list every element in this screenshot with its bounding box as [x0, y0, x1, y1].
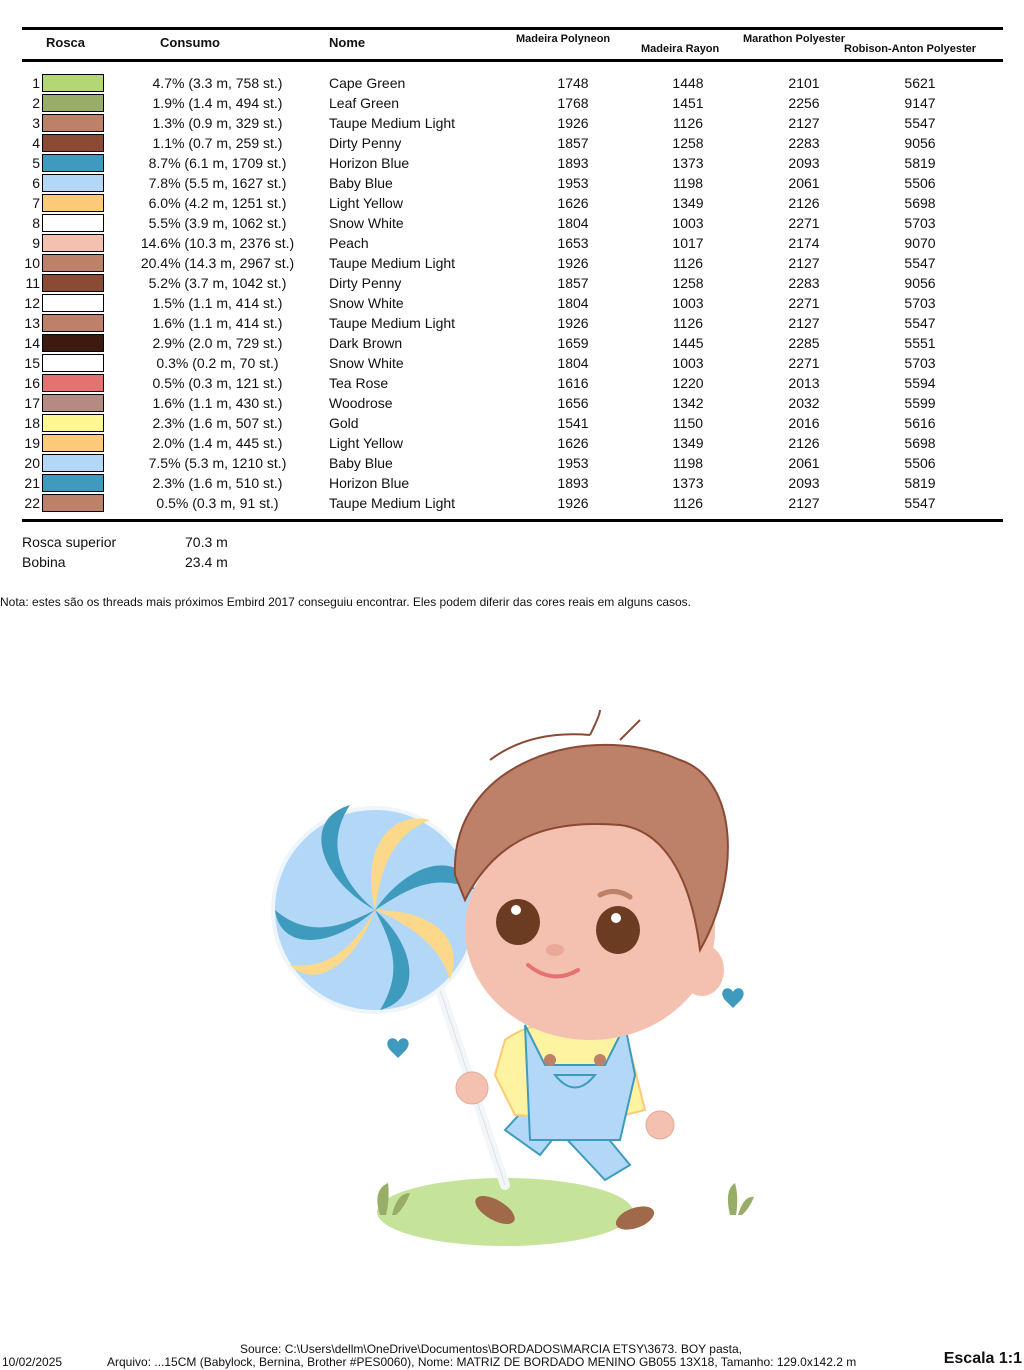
thread-row — [0, 294, 1024, 314]
robison-anton-code: 5698 — [904, 435, 936, 451]
madeira-rayon-code: 1445 — [672, 335, 704, 351]
thread-name: Taupe Medium Light — [329, 315, 456, 331]
table-header-rule — [22, 59, 1003, 62]
thread-row — [0, 254, 1024, 274]
table-bottom-rule — [22, 519, 1003, 522]
marathon-polyester-code: 2283 — [788, 275, 820, 291]
robison-anton-code: 5506 — [904, 175, 936, 191]
top-thread-label: Rosca superior — [22, 534, 117, 550]
robison-anton-code: 9056 — [904, 275, 936, 291]
madeira-polyneon-code: 1626 — [557, 195, 589, 211]
color-swatch — [42, 434, 104, 452]
thread-name: Peach — [329, 235, 369, 251]
thread-row — [0, 134, 1024, 154]
madeira-rayon-code: 1342 — [672, 395, 704, 411]
thread-consumption: 1.6% (1.1 m, 414 st.) — [152, 315, 283, 331]
marathon-polyester-code: 2032 — [788, 395, 820, 411]
thread-row — [0, 214, 1024, 234]
thread-number: 17 — [24, 395, 40, 411]
color-swatch — [42, 94, 104, 112]
thread-name: Snow White — [329, 355, 404, 371]
color-swatch — [42, 294, 104, 312]
robison-anton-code: 5819 — [904, 155, 936, 171]
marathon-polyester-code: 2093 — [788, 155, 820, 171]
thread-row — [0, 334, 1024, 354]
madeira-rayon-code: 1003 — [672, 295, 704, 311]
madeira-polyneon-code: 1748 — [557, 75, 589, 91]
madeira-polyneon-code: 1804 — [557, 295, 589, 311]
thread-consumption: 0.3% (0.2 m, 70 st.) — [156, 355, 279, 371]
thread-name: Dark Brown — [329, 335, 403, 351]
madeira-rayon-code: 1126 — [672, 255, 704, 271]
thread-number: 8 — [32, 215, 40, 231]
thread-match-note: Nota: estes são os threads mais próximos Embird 2017 conseguiu encontrar. Eles podem diferir das cores reais em alguns casos. — [0, 595, 692, 609]
marathon-polyester-code: 2101 — [788, 75, 820, 91]
marathon-polyester-code: 2013 — [788, 375, 820, 391]
thread-consumption: 2.3% (1.6 m, 507 st.) — [152, 415, 283, 431]
madeira-polyneon-code: 1659 — [557, 335, 589, 351]
thread-consumption: 7.8% (5.5 m, 1627 st.) — [148, 175, 287, 191]
madeira-rayon-code: 1126 — [672, 115, 704, 131]
robison-anton-code: 5703 — [904, 295, 936, 311]
madeira-polyneon-code: 1626 — [557, 435, 589, 451]
thread-consumption: 5.5% (3.9 m, 1062 st.) — [148, 215, 287, 231]
marathon-polyester-code: 2061 — [788, 455, 820, 471]
thread-row — [0, 114, 1024, 134]
marathon-polyester-code: 2127 — [788, 315, 820, 331]
thread-consumption: 6.0% (4.2 m, 1251 st.) — [148, 195, 287, 211]
thread-consumption: 5.2% (3.7 m, 1042 st.) — [148, 275, 287, 291]
thread-number: 9 — [32, 235, 40, 251]
marathon-polyester-code: 2127 — [788, 495, 820, 511]
madeira-polyneon-code: 1893 — [557, 155, 589, 171]
thread-name: Woodrose — [329, 395, 393, 411]
header-rosca: Rosca — [46, 35, 86, 50]
color-swatch — [42, 454, 104, 472]
thread-number: 20 — [24, 455, 40, 471]
header-robison-anton-polyester: Robison-Anton Polyester — [844, 43, 977, 55]
bobbin-label: Bobina — [22, 554, 66, 570]
footer-date: 10/02/2025 — [2, 1355, 63, 1369]
thread-row — [0, 174, 1024, 194]
color-swatch — [42, 234, 104, 252]
thread-name: Cape Green — [329, 75, 406, 91]
marathon-polyester-code: 2174 — [788, 235, 820, 251]
madeira-polyneon-code: 1953 — [557, 455, 589, 471]
thread-number: 5 — [32, 155, 40, 171]
thread-number: 6 — [32, 175, 40, 191]
color-swatch — [42, 374, 104, 392]
thread-consumption: 20.4% (14.3 m, 2967 st.) — [140, 255, 295, 271]
thread-number: 3 — [32, 115, 40, 131]
madeira-rayon-code: 1451 — [672, 95, 704, 111]
color-swatch — [42, 254, 104, 272]
robison-anton-code: 5599 — [904, 395, 936, 411]
thread-number: 18 — [24, 415, 40, 431]
madeira-rayon-code: 1003 — [672, 355, 704, 371]
color-swatch — [42, 414, 104, 432]
thread-number: 16 — [24, 375, 40, 391]
thread-consumption: 2.9% (2.0 m, 729 st.) — [152, 335, 283, 351]
madeira-polyneon-code: 1616 — [557, 375, 589, 391]
thread-name: Tea Rose — [329, 375, 389, 391]
thread-number: 13 — [24, 315, 40, 331]
thread-name: Baby Blue — [329, 455, 393, 471]
robison-anton-code: 5506 — [904, 455, 936, 471]
color-swatch — [42, 114, 104, 132]
thread-row — [0, 494, 1024, 514]
madeira-polyneon-code: 1804 — [557, 215, 589, 231]
madeira-rayon-code: 1349 — [672, 435, 704, 451]
thread-number: 15 — [24, 355, 40, 371]
color-swatch — [42, 274, 104, 292]
embroidery-design-preview — [260, 700, 770, 1260]
marathon-polyester-code: 2271 — [788, 295, 820, 311]
marathon-polyester-code: 2127 — [788, 115, 820, 131]
top-thread-value: 70.3 m — [185, 534, 228, 550]
color-swatch — [42, 354, 104, 372]
thread-consumption: 8.7% (6.1 m, 1709 st.) — [148, 155, 287, 171]
thread-row — [0, 454, 1024, 474]
color-swatch — [42, 154, 104, 172]
robison-anton-code: 5547 — [904, 255, 936, 271]
robison-anton-code: 5547 — [904, 495, 936, 511]
thread-number: 14 — [24, 335, 40, 351]
thread-row — [0, 354, 1024, 374]
madeira-polyneon-code: 1656 — [557, 395, 589, 411]
robison-anton-code: 5551 — [904, 335, 936, 351]
thread-consumption: 1.3% (0.9 m, 329 st.) — [152, 115, 283, 131]
footer-file-info: Arquivo: ...15CM (Babylock, Bernina, Brother #PES0060), Nome: MATRIZ DE BORDADO MENINO GB055 13X18, Tamanho: 129.0x142.2 m — [107, 1355, 857, 1369]
madeira-polyneon-code: 1653 — [557, 235, 589, 251]
thread-name: Snow White — [329, 295, 404, 311]
thread-row — [0, 154, 1024, 174]
marathon-polyester-code: 2271 — [788, 215, 820, 231]
color-swatch — [42, 494, 104, 512]
thread-number: 7 — [32, 195, 40, 211]
marathon-polyester-code: 2283 — [788, 135, 820, 151]
madeira-polyneon-code: 1926 — [557, 315, 589, 331]
madeira-rayon-code: 1349 — [672, 195, 704, 211]
thread-row — [0, 274, 1024, 294]
madeira-rayon-code: 1198 — [672, 455, 704, 471]
thread-name: Light Yellow — [329, 195, 403, 211]
marathon-polyester-code: 2016 — [788, 415, 820, 431]
thread-consumption: 1.9% (1.4 m, 494 st.) — [152, 95, 283, 111]
robison-anton-code: 5621 — [904, 75, 936, 91]
thread-name: Taupe Medium Light — [329, 495, 456, 511]
madeira-rayon-code: 1150 — [672, 415, 704, 431]
madeira-rayon-code: 1373 — [672, 475, 704, 491]
table-top-rule — [22, 27, 1003, 30]
color-swatch — [42, 74, 104, 92]
thread-name: Snow White — [329, 215, 404, 231]
madeira-rayon-code: 1003 — [672, 215, 704, 231]
robison-anton-code: 5703 — [904, 355, 936, 371]
thread-consumption: 4.7% (3.3 m, 758 st.) — [152, 75, 283, 91]
madeira-rayon-code: 1220 — [672, 375, 704, 391]
thread-row — [0, 394, 1024, 414]
thread-row — [0, 94, 1024, 114]
madeira-rayon-code: 1126 — [672, 315, 704, 331]
marathon-polyester-code: 2256 — [788, 95, 820, 111]
thread-consumption: 14.6% (10.3 m, 2376 st.) — [140, 235, 295, 251]
thread-consumption: 0.5% (0.3 m, 91 st.) — [156, 495, 279, 511]
bobbin-value: 23.4 m — [185, 554, 228, 570]
color-swatch — [42, 134, 104, 152]
thread-number: 19 — [24, 435, 40, 451]
thread-name: Taupe Medium Light — [329, 255, 456, 271]
madeira-polyneon-code: 1804 — [557, 355, 589, 371]
madeira-polyneon-code: 1926 — [557, 255, 589, 271]
thread-consumption: 2.3% (1.6 m, 510 st.) — [152, 475, 283, 491]
madeira-polyneon-code: 1926 — [557, 495, 589, 511]
madeira-rayon-code: 1448 — [672, 75, 704, 91]
robison-anton-code: 5547 — [904, 315, 936, 331]
madeira-rayon-code: 1258 — [672, 135, 704, 151]
marathon-polyester-code: 2061 — [788, 175, 820, 191]
marathon-polyester-code: 2126 — [788, 435, 820, 451]
marathon-polyester-code: 2126 — [788, 195, 820, 211]
madeira-polyneon-code: 1541 — [557, 415, 589, 431]
header-madeira-rayon: Madeira Rayon — [641, 43, 720, 55]
robison-anton-code: 5698 — [904, 195, 936, 211]
madeira-polyneon-code: 1893 — [557, 475, 589, 491]
thread-number: 2 — [32, 95, 40, 111]
thread-consumption: 1.6% (1.1 m, 430 st.) — [152, 395, 283, 411]
thread-number: 10 — [24, 255, 40, 271]
robison-anton-code: 5594 — [904, 375, 936, 391]
thread-row — [0, 414, 1024, 434]
marathon-polyester-code: 2127 — [788, 255, 820, 271]
madeira-polyneon-code: 1926 — [557, 115, 589, 131]
thread-name: Gold — [329, 415, 359, 431]
madeira-rayon-code: 1373 — [672, 155, 704, 171]
thread-number: 12 — [24, 295, 40, 311]
thread-consumption: 1.1% (0.7 m, 259 st.) — [152, 135, 283, 151]
color-swatch — [42, 394, 104, 412]
thread-number: 21 — [24, 475, 40, 491]
madeira-rayon-code: 1017 — [672, 235, 704, 251]
thread-name: Light Yellow — [329, 435, 403, 451]
thread-row — [0, 194, 1024, 214]
robison-anton-code: 5616 — [904, 415, 936, 431]
robison-anton-code: 5819 — [904, 475, 936, 491]
color-swatch — [42, 194, 104, 212]
thread-consumption: 2.0% (1.4 m, 445 st.) — [152, 435, 283, 451]
color-swatch — [42, 474, 104, 492]
color-swatch — [42, 314, 104, 332]
thread-name: Leaf Green — [329, 95, 400, 111]
header-nome: Nome — [329, 35, 366, 50]
robison-anton-code: 9056 — [904, 135, 936, 151]
thread-name: Horizon Blue — [329, 155, 410, 171]
thread-name: Horizon Blue — [329, 475, 410, 491]
thread-row — [0, 434, 1024, 454]
madeira-polyneon-code: 1768 — [557, 95, 589, 111]
footer-source-path: Source: C:\Users\dellm\OneDrive\Documentos\BORDADOS\MARCIA ETSY\3673. BOY pasta, — [240, 1342, 742, 1356]
thread-name: Dirty Penny — [329, 135, 402, 151]
thread-number: 4 — [32, 135, 40, 151]
thread-row — [0, 374, 1024, 394]
marathon-polyester-code: 2093 — [788, 475, 820, 491]
thread-number: 1 — [32, 75, 40, 91]
color-swatch — [42, 334, 104, 352]
madeira-rayon-code: 1198 — [672, 175, 704, 191]
thread-consumption: 0.5% (0.3 m, 121 st.) — [152, 375, 283, 391]
thread-name: Baby Blue — [329, 175, 393, 191]
madeira-rayon-code: 1126 — [672, 495, 704, 511]
madeira-polyneon-code: 1953 — [557, 175, 589, 191]
robison-anton-code: 5547 — [904, 115, 936, 131]
color-swatch — [42, 174, 104, 192]
thread-row — [0, 314, 1024, 334]
boy-lollipop-illustration — [260, 700, 770, 1260]
madeira-polyneon-code: 1857 — [557, 275, 589, 291]
thread-number: 11 — [25, 275, 40, 291]
thread-row — [0, 74, 1024, 94]
header-madeira-polyneon: Madeira Polyneon — [516, 33, 611, 45]
marathon-polyester-code: 2285 — [788, 335, 820, 351]
thread-name: Dirty Penny — [329, 275, 402, 291]
madeira-rayon-code: 1258 — [672, 275, 704, 291]
footer-scale: Escala 1:1 — [943, 1350, 1022, 1367]
thread-name: Taupe Medium Light — [329, 115, 456, 131]
header-marathon-polyester: Marathon Polyester — [743, 33, 846, 45]
robison-anton-code: 9147 — [904, 95, 936, 111]
thread-consumption: 1.5% (1.1 m, 414 st.) — [152, 295, 283, 311]
thread-number: 22 — [24, 495, 40, 511]
madeira-polyneon-code: 1857 — [557, 135, 589, 151]
robison-anton-code: 5703 — [904, 215, 936, 231]
marathon-polyester-code: 2271 — [788, 355, 820, 371]
header-consumo: Consumo — [160, 35, 220, 50]
color-swatch — [42, 214, 104, 232]
thread-row — [0, 474, 1024, 494]
thread-consumption: 7.5% (5.3 m, 1210 st.) — [148, 455, 287, 471]
thread-row — [0, 234, 1024, 254]
robison-anton-code: 9070 — [904, 235, 936, 251]
